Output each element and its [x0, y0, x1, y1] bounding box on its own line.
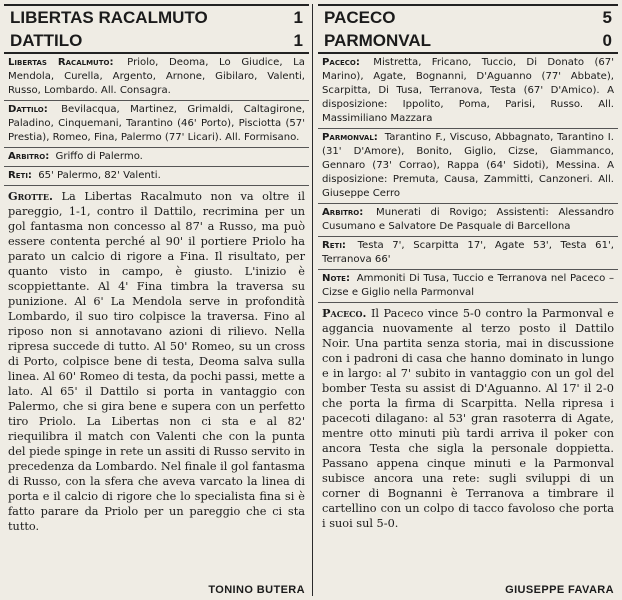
away-lineup — [4, 101, 309, 148]
match-report-right — [318, 4, 618, 596]
referee-info — [4, 148, 309, 167]
home-lineup-label: Libertas Racalmuto: — [8, 57, 114, 68]
away-lineup-label: Parmonval: — [322, 132, 378, 143]
away-team-score: 1 — [293, 31, 303, 50]
referee-text: Griffo di Palermo. — [55, 151, 143, 162]
notes-info — [318, 270, 618, 303]
goals-label: Reti: — [8, 170, 32, 181]
away-team-name: PARMONVAL — [324, 31, 432, 50]
home-team-score: 5 — [602, 8, 612, 27]
referee-label: Arbitro: — [322, 207, 364, 218]
column-divider — [312, 4, 313, 596]
away-lineup-label: Dattilo: — [8, 104, 48, 115]
dateline: Grotte. — [8, 189, 53, 203]
home-lineup-text: Priolo, Deoma, Lo Giudice, La Mendola, Curella, Argento, Arnone, Gibilaro, Valenti, Russo, Lombardo. All. Consagra. — [8, 57, 305, 96]
home-team-name: PACECO — [324, 8, 396, 27]
goals-text: Testa 7', Scarpitta 17', Agate 53', Testa 61', Terranova 66' — [322, 240, 614, 265]
away-team-score-row — [4, 29, 309, 54]
home-lineup-text: Mistretta, Fricano, Tuccio, Di Donato (67' Marino), Agate, Bognanni, D'Aguanno (77' Abbate), Scarpitta, Di Tusa, Terranova, Testa (67' D'Amico). A disposizione: Ippolito, Poma, Parisi, Russo. All. Massimiliano Mazzara — [322, 57, 614, 124]
goals-info — [4, 167, 309, 186]
away-team-name: DATTILO — [10, 31, 83, 50]
notes-text: Ammoniti Di Tusa, Tuccio e Terranova nel Paceco – Cizse e Giglio nella Parmonval — [322, 273, 614, 298]
referee-info — [318, 204, 618, 237]
author-byline: TONINO BUTERA — [208, 584, 305, 596]
dateline: Paceco. — [322, 306, 367, 320]
home-lineup-label: Paceco: — [322, 57, 360, 68]
notes-label: Note: — [322, 273, 350, 284]
away-lineup-text: Bevilacqua, Martinez, Grimaldi, Caltagirone, Paladino, Cinquemani, Tarantino (46' Porto), Pisciotta (57' Prestia), Romeo, Fina, Palermo (77' Licari). All. Formisano. — [8, 104, 305, 143]
referee-text: Munerati di Rovigo; Assistenti: Alessandro Cusumano e Salvatore De Pasquale di Barcellona — [322, 207, 614, 232]
match-report-left — [4, 4, 309, 596]
away-lineup-text: Tarantino F., Viscuso, Abbagnato, Tarantino I. (31' D'Amore), Bonito, Giglio, Cizse, Giammanco, Gennaro (73' Corrao), Rappa (64' Sidoti), Messina. A disposizione: Premuta, Causa, Zammitti, Canzoneri. All. Giuseppe Cerro — [322, 132, 614, 199]
home-lineup — [4, 54, 309, 101]
article-text: Il Paceco vince 5-0 contro la Parmonval e aggancia nuovamente al terzo posto il Dattilo Noir. Una partita senza storia, mai in discussione con i padroni di casa che hanno dominato in lungo e in largo: al 7' subito in vantaggio con un gol del bomber Testa su assist di D'Aguanno. Al 17' il 2-0 che porta la firma di Scarpitta. Nella ripresa i pacecoti dilagano: al 53' gran rasoterra di Agate, mentre otto minuti più tardi arriva il poker con ancora Testa che sigla la personale doppietta. Passano appena cinque minuti e la Parmonval subisce ancora una rete: sugli sviluppi di un corner di Bognanni è Terranova a timbrare il cartellino con un colpo di tacco favoloso che porta i suoi sul 5-0. — [322, 307, 614, 530]
home-lineup — [318, 54, 618, 129]
author-byline: GIUSEPPE FAVARA — [505, 584, 614, 596]
home-team-score-row — [318, 4, 618, 29]
home-team-score: 1 — [293, 8, 303, 27]
goals-info — [318, 237, 618, 270]
home-team-score-row — [4, 4, 309, 29]
away-team-score-row — [318, 29, 618, 54]
article-text: La Libertas Racalmuto non va oltre il pareggio, 1-1, contro il Dattilo, recrimina per un gol fantasma non concesso al 87' a Russo, ma può essere contenta perché al 90' il portiere Priolo ha parato un calcio di rigore a Fina. Il risultato, per quanto visto in campo, è giusto. L'inizio è scoppiettante. Al 4' Fina timbra la traversa su punizione. Al 6' La Mendola serve in profondità Lombardo, il suo tiro colpisce la traversa. Fino al riposo non si annotavano azioni di rilievo. Nella ripresa succede di tutto. Al 50' Romeo, su un cross di Porto, colpisce bene di testa, Deoma salva sulla linea. Al 60' Romeo di testa, da pochi passi, mette a lato. Al 65' il Dattilo si porta in vantaggio con Palermo, che si gira bene e supera con un perfetto tiro Priolo. La Libertas non ci sta e al 82' riequilibra il match con Valenti che con la punta del piede spinge in rete un assiti di Russo servito in precedenza da Lombardo. Nel finale il gol fantasma di Russo, con la sfera che aveva varcato la linea di porta e il calcio di rigore che lo specialista fina si è fatto parare da Priolo per un pareggio che ci sta tutto. — [8, 190, 306, 533]
away-lineup — [318, 129, 618, 204]
away-team-score: 0 — [602, 31, 612, 50]
article-body — [4, 186, 309, 534]
goals-label: Reti: — [322, 240, 346, 251]
article-body — [318, 303, 618, 531]
goals-text: 65' Palermo, 82' Valenti. — [38, 170, 161, 181]
home-team-name: LIBERTAS RACALMUTO — [10, 8, 208, 27]
referee-label: Arbitro: — [8, 151, 50, 162]
